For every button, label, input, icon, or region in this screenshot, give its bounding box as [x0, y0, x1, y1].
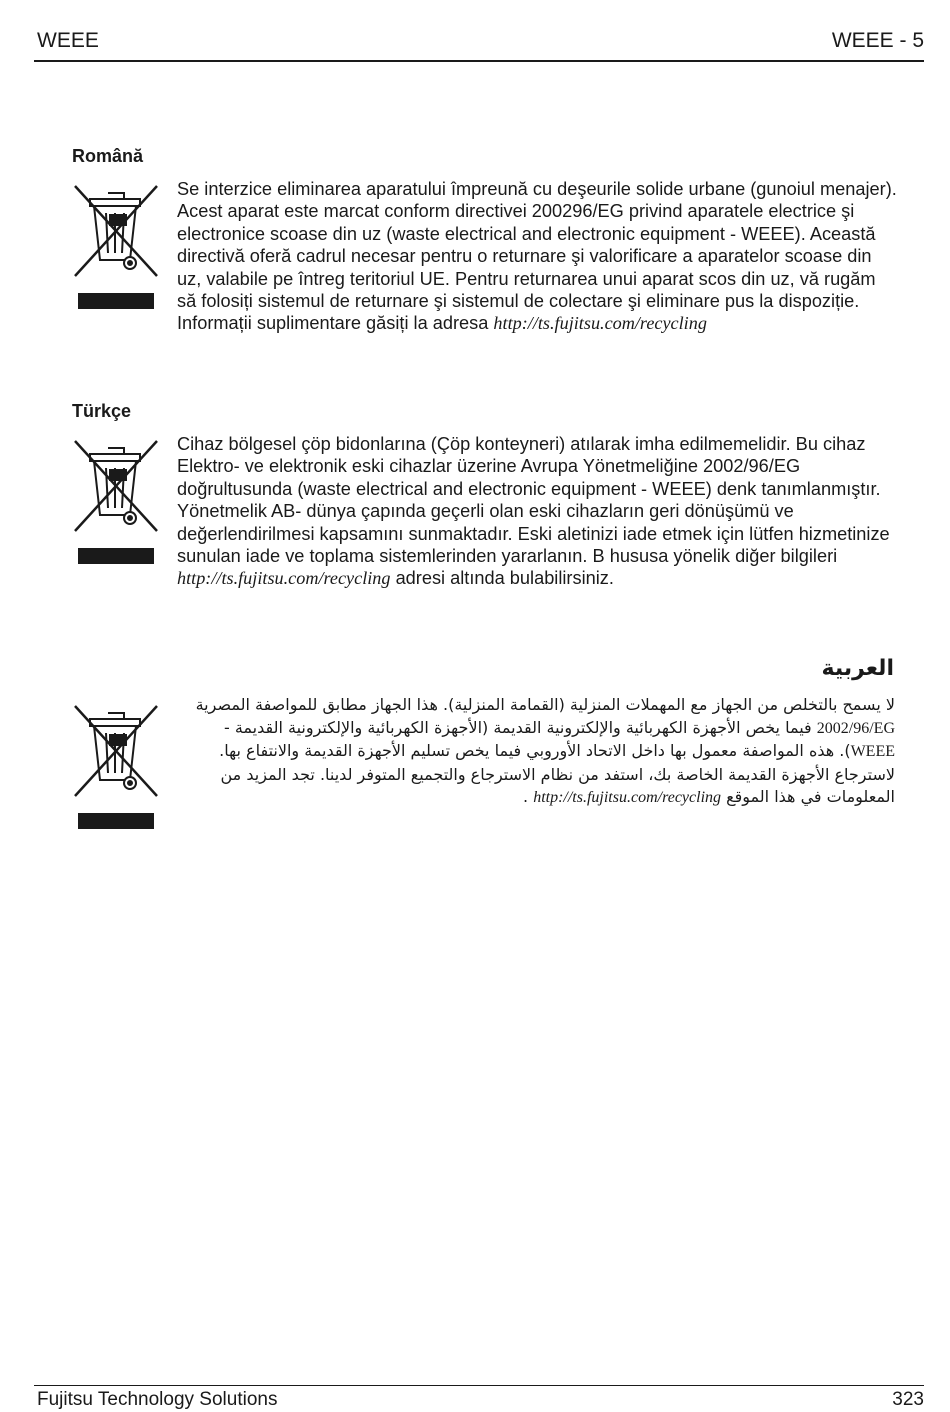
- paragraph-romana: [177, 178, 897, 335]
- paragraph-arabic-text-3: ). هذه المواصفة معمول بها داخل الاتحاد الأوروبي فيما يخص تسليم الأجهزة القديمة والانتفاع بها. لاسترجاع الأجهزة القديمة الخاصة بك، استفد من نظام الاسترجاع والتجميع المتوفر لدينا. تجد المزيد من المعلومات في هذا الموقع: [219, 741, 895, 807]
- header-left: WEEE: [37, 29, 99, 52]
- header-right: WEEE - 5: [831, 29, 924, 52]
- recycling-link[interactable]: http://ts.fujitsu.com/recycling: [533, 789, 722, 807]
- section-title-romana: Română: [72, 146, 144, 166]
- footer-company: Fujitsu Technology Solutions: [37, 1389, 278, 1410]
- paragraph-arabic-end: .: [523, 787, 529, 807]
- page-number: 323: [892, 1389, 924, 1410]
- section-title-turkce: Türkçe: [72, 401, 132, 421]
- section-title-arabic: العربية: [821, 656, 894, 681]
- directive-code: 2002/96/EG: [816, 719, 895, 737]
- paragraph-arabic-text-1: لا يسمح بالتخلص من الجهاز مع المهملات المنزلية (القمامة المنزلية). هذا الجهاز مطابق للمواصفة المصرية: [195, 695, 895, 714]
- recycling-link[interactable]: http://ts.fujitsu.com/recycling: [493, 313, 707, 334]
- paragraph-arabic: [177, 694, 895, 810]
- weee-bin-icon: [72, 183, 160, 313]
- paragraph-romana-text: Se interzice eliminarea aparatului împreună cu deşeurile solide urbane (gunoiul menajer). Acest aparat este marcat conform directivei 200296/EG privind aparatele electrice şi electronice scoase din uz (waste electrical and electronic equipment - WEEE). Această directivă oferă cadrul necesar pentru o returnare şi valorificare a aparatelor scoase din uz, valabile pe întreg teritoriul UE. Pentru returnarea unui aparat scos din uz, vă rugăm să folosiți sistemul de returnare şi sistemul de colectare şi eliminare pus la dispoziție. Informații suplimentare găsiți la adresa: [177, 179, 897, 334]
- paragraph-arabic-text-2: فيما يخص الأجهزة الكهربائية والإلكترونية القديمة (الأجهزة الكهربائية والإلكترونية القديمة -: [223, 717, 812, 737]
- paragraph-turkce-text-after: adresi altında bulabilirsiniz.: [395, 568, 614, 589]
- recycling-link[interactable]: http://ts.fujitsu.com/recycling: [177, 568, 391, 589]
- paragraph-turkce: [177, 433, 897, 590]
- page-footer: [34, 1385, 924, 1412]
- weee-bin-icon: [72, 438, 160, 568]
- paragraph-turkce-text: Cihaz bölgesel çöp bidonlarına (Çöp konteyneri) atılarak imha edilmemelidir. Bu cihaz Elektro- ve elektronik eski cihazlar üzerine Avrupa Yönetmeliğine 2002/96/EG doğrultusunda (waste electrical and electronic equipment - WEEE) denk tanımlanmıştır. Yönetmelik AB- dünya çapında geçerli olan eski cihazların geri dönüşümü ve değerlendirilmesi kapsamını sunmaktadır. Eski aletinizi iade etmek için lütfen hizmetinize sunulan iade ve toplama sistemlerinden yararlanın. B hususa yönelik diğer bilgileri: [177, 434, 890, 567]
- page-header: [34, 26, 924, 62]
- weee-bin-icon: [72, 703, 160, 833]
- weee-abbrev: WEEE: [850, 743, 895, 761]
